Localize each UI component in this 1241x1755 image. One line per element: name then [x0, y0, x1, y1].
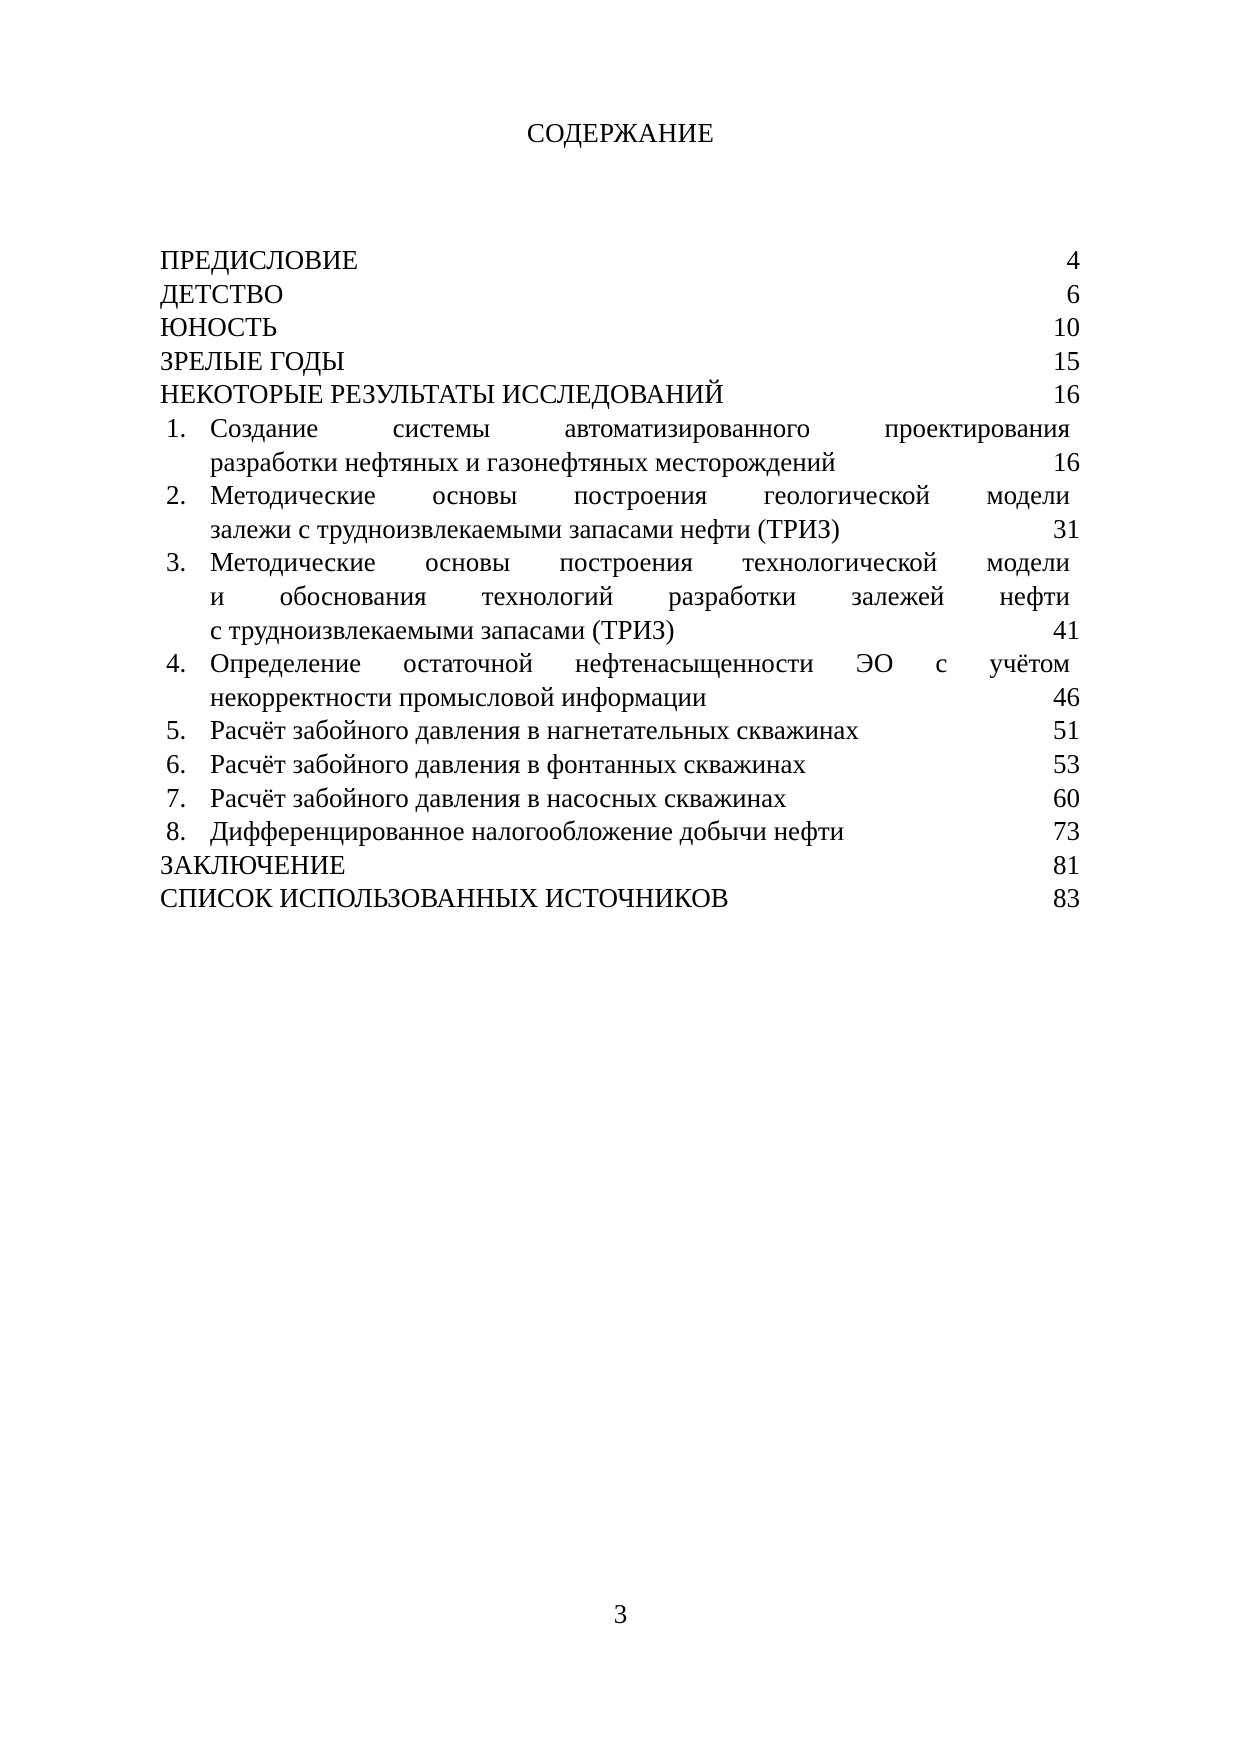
toc-entry[interactable]: [160, 311, 1080, 345]
toc-subsection-line: Создание системы автоматизированного проектирования: [210, 412, 1070, 443]
toc-subsection-page: 46: [1053, 681, 1080, 712]
toc-entry-label: ЮНОСТЬ: [160, 312, 278, 343]
toc-entry-label: ПРЕДИСЛОВИЕ: [160, 245, 359, 275]
page-title: СОДЕРЖАНИЕ: [526, 118, 715, 148]
toc-entry[interactable]: [160, 882, 1080, 916]
toc-entry-page: 10: [1053, 312, 1080, 343]
toc-subsection[interactable]: [160, 714, 1080, 748]
toc-subsection-line: Методические основы построения технологической модели: [210, 547, 1070, 578]
toc-entry-page: 16: [1053, 379, 1080, 410]
toc-subsection-line: Расчёт забойного давления в насосных скважинах: [210, 782, 787, 813]
toc-subsection-number: 8.: [166, 816, 187, 847]
toc-subsection[interactable]: [160, 479, 1080, 546]
toc-subsection[interactable]: [160, 748, 1080, 782]
toc-subsection-line: разработки нефтяных и газонефтяных месторождений: [210, 446, 836, 477]
toc-entry[interactable]: [160, 849, 1080, 883]
toc-subsection-page: 60: [1053, 782, 1080, 813]
toc-subsection-line: Определение остаточной нефтенасыщенности ЭО с учётом: [210, 648, 1070, 679]
toc-subsection-number: 3.: [166, 547, 187, 578]
toc-subsection-page: 41: [1053, 614, 1080, 645]
toc-entry[interactable]: [160, 278, 1080, 312]
toc-subsection-line: с трудноизвлекаемыми запасами (ТРИЗ): [210, 614, 675, 645]
toc-entry[interactable]: [160, 345, 1080, 379]
toc-entry-label: НЕКОТОРЫЕ РЕЗУЛЬТАТЫ ИССЛЕДОВАНИЙ: [160, 379, 724, 410]
toc-entry-page: 4: [1066, 245, 1080, 275]
toc-entry-page: 15: [1053, 345, 1080, 376]
toc-subsection-number: 1.: [166, 412, 187, 443]
toc-subsection-line: залежи с трудноизвлекаемыми запасами нефти (ТРИЗ): [210, 513, 840, 544]
toc-subsection-page: 51: [1053, 715, 1080, 746]
toc-entry-label: СПИСОК ИСПОЛЬЗОВАННЫХ ИСТОЧНИКОВ: [160, 883, 729, 914]
table-of-contents: [160, 244, 1080, 916]
toc-entry-page: 6: [1066, 278, 1080, 309]
toc-subsection[interactable]: [160, 782, 1080, 816]
toc-entry-label: ЗРЕЛЫЕ ГОДЫ: [160, 345, 345, 376]
toc-entry-label: ДЕТСТВО: [160, 278, 284, 309]
toc-entry[interactable]: [160, 244, 1080, 278]
toc-entry-page: 81: [1053, 849, 1080, 880]
toc-subsection-page: 31: [1053, 513, 1080, 544]
toc-subsection-line: и обоснования технологий разработки залежей нефти: [210, 580, 1070, 611]
toc-subsection[interactable]: [160, 546, 1080, 647]
toc-subsection-line: Методические основы построения геологической модели: [210, 480, 1070, 511]
toc-subsection[interactable]: [160, 647, 1080, 714]
toc-subsection[interactable]: [160, 412, 1080, 479]
toc-subsection-number: 5.: [166, 715, 187, 746]
toc-subsection-line: Дифференцированное налогообложение добычи нефти: [210, 816, 845, 847]
toc-subsection-number: 2.: [166, 480, 187, 511]
toc-subsection-page: 16: [1053, 446, 1080, 477]
toc-entry[interactable]: [160, 378, 1080, 412]
toc-entry-page: 83: [1053, 883, 1080, 914]
toc-subsection-line: Расчёт забойного давления в фонтанных скважинах: [210, 748, 806, 779]
toc-subsection-line: некорректности промысловой информации: [210, 681, 707, 712]
page-number: 3: [613, 1599, 628, 1629]
toc-subsection[interactable]: [160, 815, 1080, 849]
toc-subsection-number: 7.: [166, 782, 187, 813]
toc-subsection-line: Расчёт забойного давления в нагнетательных скважинах: [210, 715, 859, 746]
toc-subsection-number: 6.: [166, 748, 187, 779]
toc-subsection-page: 53: [1053, 748, 1080, 779]
toc-subsection-page: 73: [1053, 816, 1080, 847]
toc-entry-label: ЗАКЛЮЧЕНИЕ: [160, 849, 346, 880]
toc-subsection-number: 4.: [166, 648, 187, 679]
